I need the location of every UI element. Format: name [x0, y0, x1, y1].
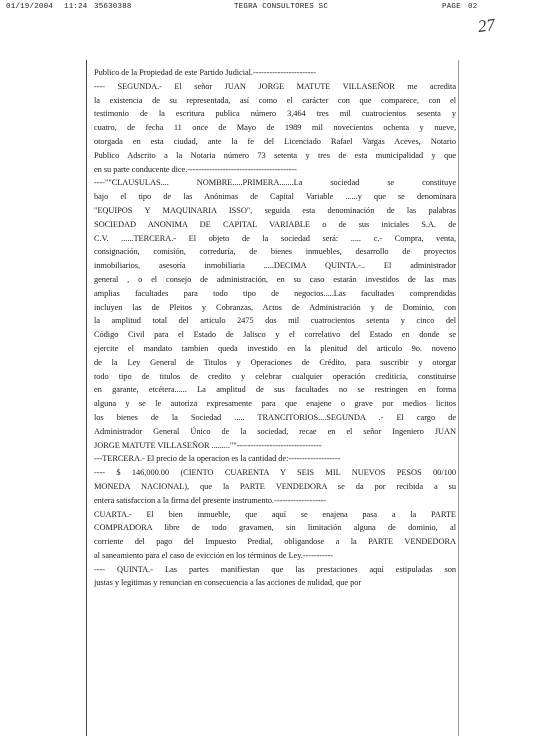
document-line: en su parte conducente dice.---------------------------------------- [94, 164, 297, 174]
document-line: CUARTA.- El bien inmueble, que aquí se enajena pasa a la PARTE [94, 509, 456, 519]
document-line: entera satisfaccion a la firma del presente instrumento.------------------- [94, 495, 327, 505]
document-line: JORGE MATUTE VILLASEÑOR .........""------------------------------- [94, 440, 322, 450]
document-line: la amplitud total del articulo 2475 dos mil cuatrocientos setenta y cinco del [94, 316, 456, 326]
document-line: MONEDA NACIONAL), que la PARTE VENDEDORA se da por recibida a su [94, 481, 456, 491]
document-line: Publico Adscrito a la Notaria número 73 setenta y tres de esta municipalidad y que [94, 150, 456, 160]
fax-phone: 35630388 [94, 3, 132, 11]
document-line: cuatro, de fecha 11 once de Mayo de 1989 mil novecientos ochenta y nueve, [94, 123, 456, 133]
document-line: amplias facultades para todo tipo de negocios.....Las facultades comprendidas [94, 288, 456, 298]
document-line: Código Civil para el Estado de Jalisco y el correlativo del Estado en donde se [94, 330, 456, 340]
document-line: alguna y se le autoriza expresamente para que enajene o grave por medios licitos [94, 399, 456, 409]
document-line: SOCIEDAD ANONIMA DE CAPITAL VARIABLE o de sus iniciales S.A. de [94, 219, 456, 229]
document-line: inmobiliarios, asesoría inmobiliaria .....DECIMA QUINTA.-.. El administrador [94, 261, 456, 271]
document-line: al saneamiento para el caso de evicción en los términos de Ley.----------- [94, 550, 333, 560]
document-line: general , o el consejo de administración, en su caso estarán investidos de las mas [94, 274, 456, 284]
fax-time: 11:24 [64, 3, 88, 11]
handwritten-page-mark: 27 [476, 14, 497, 37]
document-line: la existencia de su representada, así como el carácter con que comparece, con el [94, 95, 456, 105]
document-line: de la Ley General de Titulos y Operaciones de Crédito, para suscribir y otorgar [94, 357, 456, 367]
right-margin-line [458, 60, 459, 736]
document-line: ---TERCERA.- El precio de la operacion es la cantidad de:------------------- [94, 454, 341, 464]
document-line: C.V. ......TERCERA.- El objeto de la sociedad será: ..... c.- Compra, venta, [94, 233, 456, 243]
fax-page-number: 02 [468, 3, 478, 11]
document-line: ---- QUINTA.- Las partes manifiestan que las prestaciones aquí estipuladas son [94, 564, 456, 574]
document-line: COMPRADORA libre de todo gravamen, sin limitación alguna de dominio, al [94, 523, 456, 533]
document-line: Publico de la Propiedad de este Partido Judicial.----------------------- [94, 68, 316, 77]
document-line: corriente del pago del Impuesto Predial, obligandose a la PARTE VENDEDORA [94, 537, 456, 547]
document-line: justas y legitimas y renuncian en consecuencia a las acciones de nulidad, que por [94, 578, 362, 588]
fax-page-label: PAGE [442, 3, 461, 11]
document-line: todo tipo de titulos de credito y celebrar cualquier operación crediticia, constituirse [94, 371, 456, 381]
document-body [94, 66, 456, 590]
document-line: ejercite el mandato tambien queda investido en la plenitud del articulo 9o. noveno [94, 343, 456, 353]
document-line: bajo el tipo de las Anónimas de Capital Variable ......y que se denominara [94, 192, 456, 202]
document-line: Administrador General Único de la sociedad, recae en el señor Ingeniero JUAN [94, 426, 456, 436]
document-line: en garante, etcétera...... La amplitud de sus facultades no se restringen en forma [94, 385, 456, 395]
document-line: los bienes de la Sociedad ..... TRANCITORIOS....SEGUNDA .- El cargo de [94, 412, 456, 422]
document-line: testimonio de la escritura publica número 3,464 tres mil cuatrocientos sesenta y [94, 109, 456, 119]
document-line: ---- SEGUNDA.- El señor JUAN JORGE MATUTE VILLASEÑOR me acredita [94, 81, 456, 91]
document-line: incluyen las de Pleitos y Cobranzas, Actos de Administración y de Dominio, con [94, 302, 456, 312]
document-line: otorgada en esta ciudad, ante la fe del Licenciado Rafael Vargas Aceves, Notario [94, 136, 456, 146]
fax-header [6, 3, 538, 15]
fax-company: TEGRA CONSULTORES SC [234, 3, 329, 11]
document-line: "EQUIPOS Y MAQUINARIA ISSO", seguida esta denominación de las palabras [94, 205, 456, 215]
document-line: consignación, comisión, correduría, de bienes inmuebles, desarrollo de proyectos [94, 247, 456, 257]
document-line: ---- $ 146,000.00 (CIENTO CUARENTA Y SEIS MIL NUEVOS PESOS 00/100 [94, 468, 456, 478]
document-line: ----""CLAUSULAS.... NOMBRE.....PRIMERA.......La sociedad se constituye [94, 178, 456, 188]
fax-date: 01/19/2004 [6, 3, 54, 11]
left-margin-line [86, 60, 87, 736]
